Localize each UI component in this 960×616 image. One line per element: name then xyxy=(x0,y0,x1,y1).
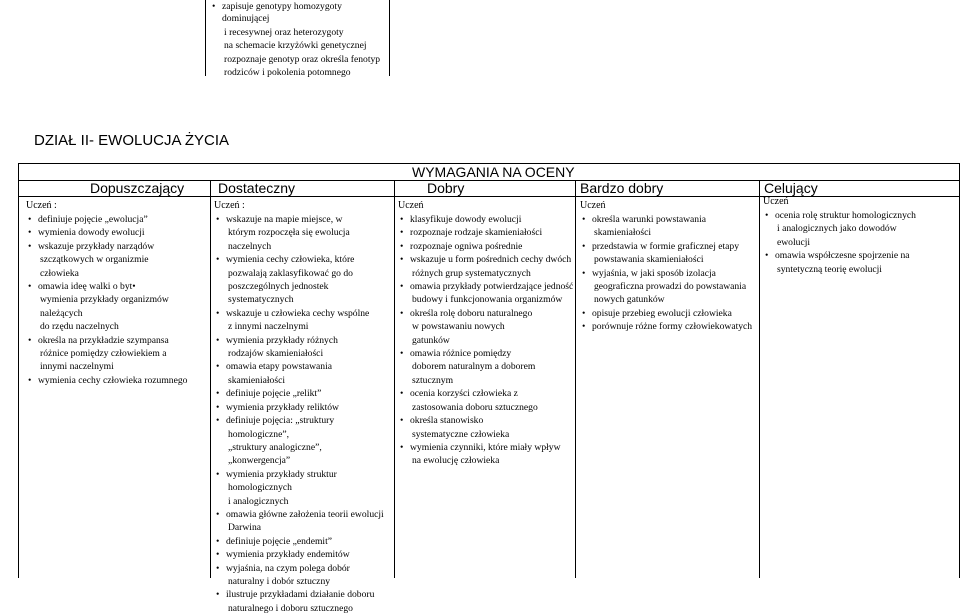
requirement-item xyxy=(398,348,574,360)
bullet-icon: • xyxy=(582,214,586,225)
requirement-text: rozpoznaje genotyp oraz określa fenotyp xyxy=(224,53,381,65)
requirement-text: omawia współczesne spojrzenie na xyxy=(775,250,910,262)
bullet-icon: • xyxy=(216,254,220,266)
bullet-icon: • xyxy=(400,441,404,453)
student-label: Uczeń : xyxy=(26,200,57,211)
student-label: Uczeń xyxy=(580,200,606,211)
requirement-text: wymienia cechy człowieka rozumnego xyxy=(38,374,188,386)
requirement-text: wyjaśnia, w jaki sposób izolacja xyxy=(592,267,716,279)
column-bardzo-dobry xyxy=(580,200,758,335)
requirement-text: i analogicznych xyxy=(228,495,289,507)
requirement-item xyxy=(210,54,388,66)
requirement-item xyxy=(26,281,208,293)
requirement-item xyxy=(398,415,574,427)
requirement-item xyxy=(398,227,574,239)
requirement-text: zastosowania doboru sztucznego xyxy=(412,401,538,413)
bullet-icon: • xyxy=(765,250,769,262)
requirement-text: naczelnych xyxy=(228,240,272,252)
student-label: Uczeń xyxy=(763,196,789,207)
requirement-item xyxy=(210,1,388,26)
column-dobry xyxy=(398,200,574,469)
requirement-text: rodzajów skamieniałości xyxy=(228,348,324,360)
top-right-border xyxy=(389,0,390,76)
requirement-item xyxy=(398,294,574,306)
section-title: DZIAŁ II- EWOLUCJA ŻYCIA xyxy=(34,132,230,149)
requirement-text: skamieniałości xyxy=(594,227,652,239)
requirement-item xyxy=(214,589,392,601)
requirement-text: skamieniałości xyxy=(228,374,286,386)
bullet-icon: • xyxy=(216,415,220,427)
table-main-header: WYMAGANIA NA OCENY xyxy=(412,164,575,180)
requirements-list xyxy=(580,214,758,334)
bullet-icon: • xyxy=(216,549,220,561)
requirement-item xyxy=(580,241,758,253)
requirement-item xyxy=(398,402,574,414)
requirement-item xyxy=(398,241,574,253)
requirement-text: wymienia czynniki, które miały wpływ xyxy=(410,441,561,453)
requirement-text: geograficzna prowadzi do powstawania xyxy=(594,281,747,293)
bullet-icon: • xyxy=(582,240,586,252)
requirement-item xyxy=(763,237,959,249)
bullet-icon: • xyxy=(582,307,586,319)
requirement-item xyxy=(580,268,758,280)
requirement-item xyxy=(214,321,392,333)
requirement-text: wymienia przykłady reliktów xyxy=(226,401,339,413)
requirement-text: definiuje pojęcie „relikt” xyxy=(226,388,322,400)
requirement-item xyxy=(398,268,574,280)
requirement-text: porównuje różne formy człowiekowatych xyxy=(592,321,753,333)
requirements-list xyxy=(398,214,574,468)
requirement-text: opisuje przebieg ewolucji człowieka xyxy=(592,307,732,319)
requirement-text: powstawania skamieniałości xyxy=(594,254,704,266)
bullet-icon: • xyxy=(400,214,404,225)
requirement-text: naturalny i dobór sztuczny xyxy=(228,575,331,587)
requirement-item xyxy=(214,241,392,253)
requirement-text: którym rozpoczęła się ewolucja xyxy=(228,227,350,239)
bullet-icon: • xyxy=(216,307,220,319)
requirement-item xyxy=(580,294,758,306)
requirement-text: wymienia dowody ewolucji xyxy=(38,227,145,239)
requirement-item xyxy=(214,455,392,467)
requirement-text: różnych grup systematycznych xyxy=(412,267,531,279)
requirement-text: wskazuje u człowieka cechy wspólne xyxy=(226,307,370,319)
requirement-item xyxy=(214,227,392,239)
bullet-icon: • xyxy=(28,334,32,346)
requirement-text: sztucznym xyxy=(412,374,454,386)
requirement-item xyxy=(214,442,392,454)
bullet-icon: • xyxy=(400,227,404,239)
requirement-text: omawia różnice pomiędzy xyxy=(410,348,512,360)
requirement-item xyxy=(214,415,392,427)
requirement-item xyxy=(26,375,208,387)
requirement-item xyxy=(398,335,574,347)
col-border-2 xyxy=(394,180,395,578)
requirement-item xyxy=(398,254,574,266)
requirement-item xyxy=(214,509,392,521)
column-celujacy xyxy=(763,196,959,277)
requirement-item xyxy=(398,429,574,441)
bullet-icon: • xyxy=(28,374,32,386)
requirement-item xyxy=(214,281,392,293)
requirement-item xyxy=(214,254,392,266)
requirement-text: rodziców i pokolenia potomnego xyxy=(224,67,351,79)
requirement-item xyxy=(214,429,392,441)
requirement-text: w powstawaniu nowych xyxy=(412,321,505,333)
requirement-item xyxy=(763,264,959,276)
requirement-text: klasyfikuje dowody ewolucji xyxy=(410,214,522,225)
requirement-item xyxy=(214,294,392,306)
bullet-icon: • xyxy=(582,321,586,333)
requirement-item xyxy=(210,40,388,52)
bullet-icon: • xyxy=(400,388,404,400)
bullet-icon: • xyxy=(216,361,220,373)
requirement-text: omawia ideę walki o byt• xyxy=(38,281,136,293)
bullet-icon: • xyxy=(216,334,220,346)
requirement-item xyxy=(26,348,208,360)
grade-bardzo-dobry: Bardzo dobry xyxy=(580,180,664,196)
grade-dostateczny: Dostateczny xyxy=(218,180,296,196)
bullet-icon: • xyxy=(216,388,220,400)
requirement-item xyxy=(214,214,392,226)
requirement-text: szczątkowych w organizmie xyxy=(40,254,149,266)
bullet-icon: • xyxy=(216,468,220,480)
requirement-text: określa na przykładzie szympansa xyxy=(38,334,169,346)
requirement-text: syntetyczną teorię ewolucji xyxy=(777,263,882,275)
requirement-text: do rzędu naczelnych xyxy=(40,321,119,333)
requirement-text: na ewolucję człowieka xyxy=(412,455,500,467)
bullet-icon: • xyxy=(28,281,32,293)
requirement-text: wymienia przykłady organizmów xyxy=(40,294,169,306)
requirement-item xyxy=(214,536,392,548)
requirement-item xyxy=(26,268,208,280)
requirement-item xyxy=(398,442,574,454)
requirement-item xyxy=(398,321,574,333)
requirement-text: wymienia przykłady endemitów xyxy=(226,549,350,561)
bullet-icon: • xyxy=(28,227,32,239)
requirement-text: określa warunki powstawania xyxy=(592,214,707,225)
requirement-text: ewolucji xyxy=(777,236,811,248)
col-border-3 xyxy=(575,180,576,578)
requirement-text: nowych gatunków xyxy=(594,294,665,306)
requirement-item xyxy=(214,496,392,508)
requirement-text: określa rolę doboru naturalnego xyxy=(410,307,533,319)
requirement-text: i recesywnej oraz heterozygoty xyxy=(224,26,344,38)
requirement-text: rozpoznaje rodzaje skamieniałości xyxy=(410,227,543,239)
requirement-text: z innymi naczelnymi xyxy=(228,321,309,333)
bullet-icon: • xyxy=(582,267,586,279)
requirement-text: rozpoznaje ogniwa pośrednie xyxy=(410,240,523,252)
top-block-list xyxy=(210,1,388,79)
bullet-icon: • xyxy=(400,281,404,293)
requirement-item xyxy=(580,214,758,226)
requirement-item xyxy=(214,482,392,494)
requirement-text: ilustruje przykładami działanie doboru xyxy=(226,589,375,601)
bullet-icon: • xyxy=(216,508,220,520)
requirement-item xyxy=(214,308,392,320)
bullet-icon: • xyxy=(765,210,769,221)
requirement-item xyxy=(763,210,959,222)
requirement-text: systematycznych xyxy=(228,294,294,306)
requirement-item xyxy=(398,375,574,387)
requirement-item xyxy=(580,308,758,320)
grade-celujacy: Celujący xyxy=(764,180,818,196)
requirements-list xyxy=(26,214,208,387)
bullet-icon: • xyxy=(400,348,404,360)
student-label: Uczeń : xyxy=(214,200,245,211)
bullet-icon: • xyxy=(400,415,404,427)
requirement-text: innymi naczelnymi xyxy=(40,361,114,373)
requirement-item xyxy=(580,281,758,293)
requirement-text: omawia przykłady potwierdzające jedność xyxy=(410,281,574,293)
requirement-item xyxy=(763,250,959,262)
requirement-text: zapisuje genotypy homozygoty dominującej xyxy=(222,1,342,25)
bullet-icon: • xyxy=(216,589,220,601)
requirement-item xyxy=(26,308,208,320)
requirement-text: Darwina xyxy=(228,522,262,534)
requirement-item xyxy=(398,308,574,320)
requirement-text: wskazuje u form pośrednich cechy dwóch xyxy=(410,254,572,266)
requirement-item xyxy=(26,214,208,226)
requirement-text: ocenia korzyści człowieka z xyxy=(410,388,518,400)
requirement-text: wskazuje przykłady narządów xyxy=(38,240,155,252)
requirement-text: definiuje pojęcie „ewolucja” xyxy=(38,214,148,225)
requirement-text: określa stanowisko xyxy=(410,415,484,427)
requirement-item xyxy=(26,294,208,306)
bullet-icon: • xyxy=(28,214,32,225)
requirement-item xyxy=(214,469,392,481)
requirement-text: budowy i funkcjonowania organizmów xyxy=(412,294,563,306)
requirement-item xyxy=(580,254,758,266)
requirement-item xyxy=(398,455,574,467)
requirement-text: wskazuje na mapie miejsce, w xyxy=(226,214,343,225)
requirement-item xyxy=(26,335,208,347)
requirement-text: „struktury analogiczne”, xyxy=(228,441,322,453)
bullet-icon: • xyxy=(400,240,404,252)
requirement-item xyxy=(210,67,388,79)
requirement-item xyxy=(214,549,392,561)
requirement-item xyxy=(26,361,208,373)
top-left-border xyxy=(205,0,206,76)
student-label: Uczeń xyxy=(398,200,424,211)
col-border-0 xyxy=(18,163,19,578)
requirement-text: systematyczne człowieka xyxy=(412,428,510,440)
requirement-text: na schemacie krzyżówki genetycznej xyxy=(224,40,367,52)
requirement-item xyxy=(26,241,208,253)
col-border-1 xyxy=(210,180,211,578)
requirement-item xyxy=(580,227,758,239)
requirement-text: gatunków xyxy=(412,334,450,346)
requirement-text: wymienia cechy człowieka, które xyxy=(226,254,355,266)
requirement-item xyxy=(214,402,392,414)
requirement-text: definiuje pojęcia: „struktury xyxy=(226,415,335,427)
requirement-text: homologiczne”, xyxy=(228,428,290,440)
requirement-text: homologicznych xyxy=(228,482,292,494)
bullet-icon: • xyxy=(216,562,220,574)
requirement-item xyxy=(580,321,758,333)
requirement-item xyxy=(214,268,392,280)
requirement-item xyxy=(26,321,208,333)
requirement-item xyxy=(763,223,959,235)
requirement-item xyxy=(214,375,392,387)
bullet-icon: • xyxy=(212,1,216,12)
requirement-text: definiuje pojęcie „endemit” xyxy=(226,535,333,547)
requirement-text: człowieka xyxy=(40,267,79,279)
requirement-text: wyjaśnia, na czym polega dobór xyxy=(226,562,350,574)
column-dopuszczajacy xyxy=(26,200,208,388)
bullet-icon: • xyxy=(216,535,220,547)
requirement-item xyxy=(214,335,392,347)
col-border-4 xyxy=(759,180,760,578)
requirement-item xyxy=(214,563,392,575)
requirements-list xyxy=(214,214,392,615)
bullet-icon: • xyxy=(216,214,220,225)
grade-dobry: Dobry xyxy=(427,180,465,196)
bullet-icon: • xyxy=(400,307,404,319)
column-dostateczny xyxy=(214,200,392,616)
requirement-item xyxy=(214,388,392,400)
requirement-item xyxy=(214,361,392,373)
requirement-item xyxy=(398,361,574,373)
requirement-item xyxy=(398,388,574,400)
requirements-list xyxy=(763,210,959,276)
requirement-item xyxy=(214,522,392,534)
requirement-text: omawia główne założenia teorii ewolucji xyxy=(226,508,384,520)
requirement-text: różnice pomiędzy człowiekiem a xyxy=(40,348,167,360)
requirement-text: doborem naturalnym a doborem xyxy=(412,361,536,373)
requirement-text: wymienia przykłady różnych xyxy=(226,334,338,346)
requirement-text: poszczególnych jednostek xyxy=(228,281,329,293)
requirement-item xyxy=(26,227,208,239)
bullet-icon: • xyxy=(216,401,220,413)
requirement-text: ocenia rolę struktur homologicznych xyxy=(775,210,916,221)
requirement-text: należących xyxy=(40,307,83,319)
bullet-icon: • xyxy=(400,254,404,266)
requirement-item xyxy=(398,281,574,293)
requirement-item xyxy=(214,603,392,615)
requirement-text: omawia etapy powstawania xyxy=(226,361,333,373)
requirement-text: i analogicznych jako dowodów xyxy=(777,223,897,235)
top-block xyxy=(210,1,388,80)
bullet-icon: • xyxy=(28,240,32,252)
requirement-text: naturalnego i doboru sztucznego xyxy=(228,602,353,614)
requirement-item xyxy=(210,27,388,39)
requirement-item xyxy=(214,348,392,360)
requirement-text: przedstawia w formie graficznej etapy xyxy=(592,240,740,252)
requirement-text: wymienia przykłady struktur xyxy=(226,468,337,480)
grade-dopuszczajacy: Dopuszczający xyxy=(90,180,185,196)
requirement-text: „konwergencja” xyxy=(228,455,291,467)
requirement-item xyxy=(26,254,208,266)
requirement-text: pozwalają zaklasyfikować go do xyxy=(228,267,353,279)
requirement-item xyxy=(398,214,574,226)
